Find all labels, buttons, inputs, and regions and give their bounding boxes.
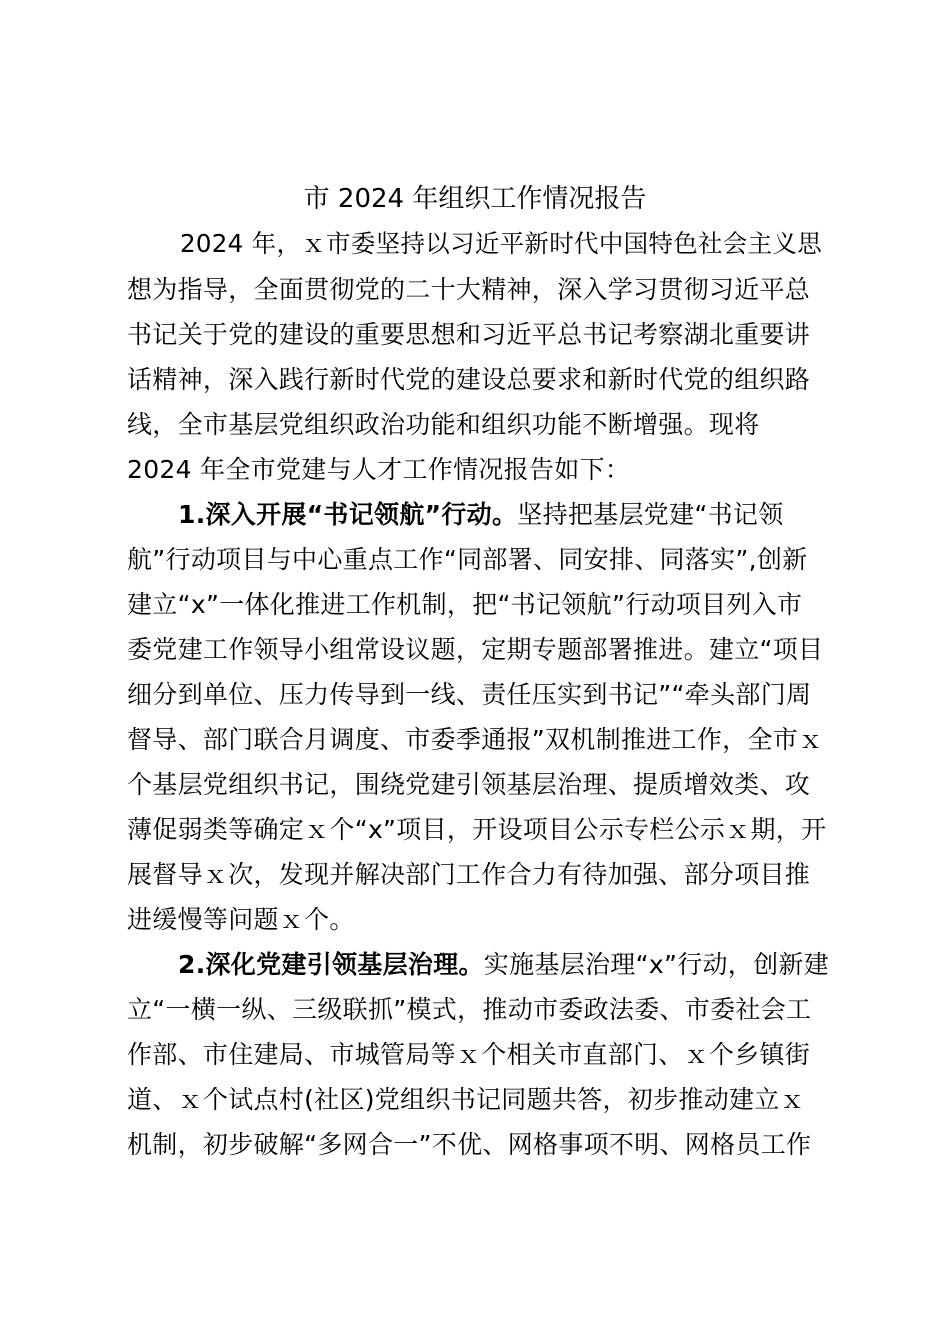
intro-line: 书记关于党的建设的重要思想和习近平总书记考察湖北重要讲 [127,320,811,349]
section-2-line: 道、ｘ个试点村(社区)党组织书记同题共答，初步推动建立ｘ [127,1085,805,1114]
section-1-line: 细分到单位、压力传导到一线、责任压实到书记”“牵头部门周 [127,680,812,709]
section-1-text: 坚持把基层党建“书记领 [517,500,784,529]
section-1-line: 进缓慢等问题ｘ个。 [127,905,355,934]
section-1-line: 航”行动项目与中心重点工作“同部署、同安排、同落实”,创新 [127,545,808,574]
section-2-line: 机制，初步破解“多网合一”不优、网格事项不明、网格员工作 [127,1130,812,1159]
section-2-text: 实施基层治理“x”行动，创新建 [483,950,829,979]
section-1-line: 个基层党组织书记，围绕党建引领基层治理、提质增效类、攻 [127,770,811,799]
section-2-heading: 2.深化党建引领基层治理。 [178,950,484,979]
intro-line: 2024 年，ｘ市委坚持以习近平新时代中国特色社会主义思 [180,229,823,258]
section-1-first-line [178,495,784,535]
section-2-first-line [178,945,829,985]
document-title: 市 2024 年组织工作情况报告 [303,184,647,214]
section-1-line: 展督导ｘ次，发现并解决部门工作合力有待加强、部分项目推 [127,860,811,889]
section-1-line: 督导、部门联合月调度、市委季通报”双机制推进工作，全市ｘ [127,725,824,754]
section-2-line: 立“一横一纵、三级联抓”模式，推动市委政法委、市委社会工 [127,995,812,1024]
section-1-line: 薄促弱类等确定ｘ个“x”项目，开设项目公示专栏公示ｘ期，开 [127,815,827,844]
section-1-heading: 1.深入开展“书记领航”行动。 [178,500,518,529]
intro-line: 话精神，深入践行新时代党的建设总要求和新时代党的组织路 [127,365,811,394]
intro-line: 想为指导，全面贯彻党的二十大精神，深入学习贯彻习近平总 [127,275,811,304]
section-1-line: 委党建工作领导小组常设议题，定期专题部署推进。建立“项目 [127,635,824,664]
section-1-line: 建立“x”一体化推进工作机制，把“书记领航”行动项目列入市 [127,590,803,619]
intro-line: 2024 年全市党建与人才工作情况报告如下： [127,455,631,484]
intro-line: 线，全市基层党组织政治功能和组织功能不断增强。现将 [127,410,760,439]
section-2-line: 作部、市住建局、市城管局等ｘ个相关市直部门、ｘ个乡镇街 [127,1040,811,1069]
